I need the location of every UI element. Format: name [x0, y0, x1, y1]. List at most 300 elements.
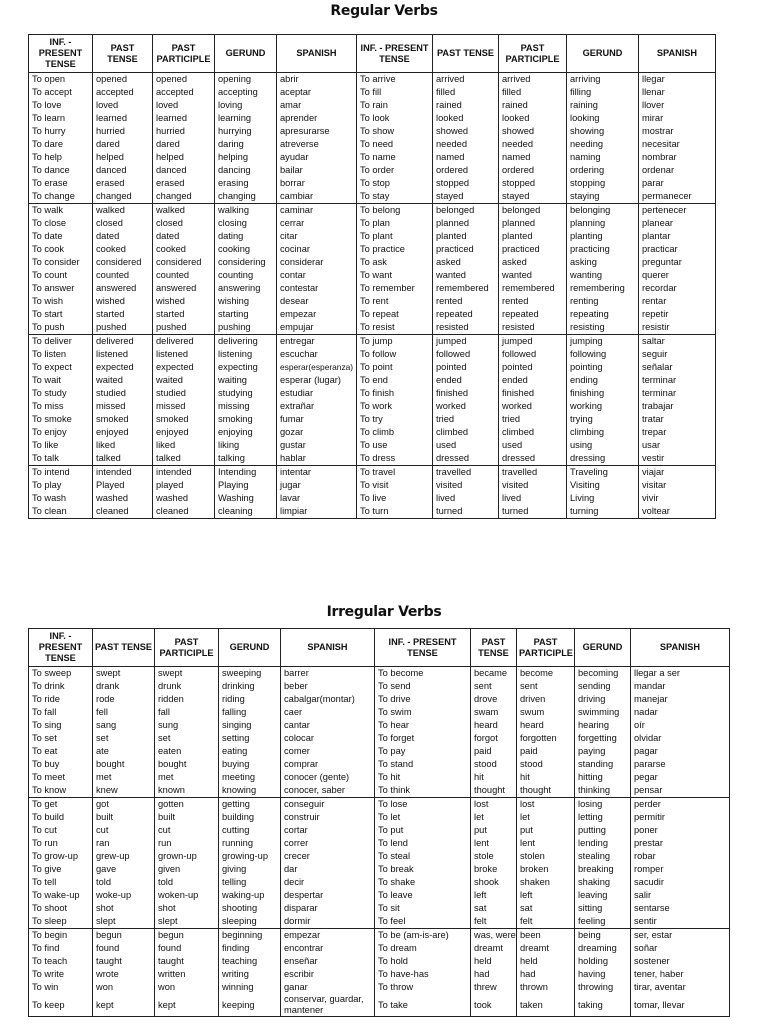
cell-past-tense: tried — [433, 413, 499, 426]
cell-spanish: mirar — [639, 112, 716, 125]
cell-spanish: empujar — [277, 321, 357, 335]
cell-spanish: nombrar — [639, 151, 716, 164]
table-row — [29, 837, 730, 850]
cell-past-participle: sat — [517, 902, 575, 915]
cell-past-participle: worked — [499, 400, 567, 413]
cell-infinitive: To play — [29, 479, 93, 492]
cell-infinitive: To grow-up — [29, 850, 93, 863]
cell-gerund: Traveling — [567, 466, 639, 480]
cell-spanish: estudiar — [277, 387, 357, 400]
cell-infinitive: To like — [29, 439, 93, 452]
cell-spanish: conseguir — [281, 798, 375, 812]
cell-past-participle: rained — [499, 99, 567, 112]
cell-past-tense: belonged — [433, 204, 499, 218]
cell-past-tense: stole — [471, 850, 517, 863]
cell-past-tense: showed — [433, 125, 499, 138]
cell-past-participle: pointed — [499, 361, 567, 374]
header-spanish: SPANISH — [631, 629, 730, 667]
table-row — [29, 994, 730, 1017]
cell-infinitive: To smoke — [29, 413, 93, 426]
table-row — [29, 863, 730, 876]
cell-infinitive: To try — [357, 413, 433, 426]
table-row — [29, 361, 716, 374]
cell-past-participle: filled — [499, 86, 567, 99]
cell-past-tense: Played — [93, 479, 153, 492]
cell-spanish: olvidar — [631, 732, 730, 745]
cell-infinitive: To practice — [357, 243, 433, 256]
cell-spanish: dormir — [281, 915, 375, 929]
cell-infinitive: To clean — [29, 505, 93, 519]
cell-past-participle: held — [517, 955, 575, 968]
cell-spanish: planear — [639, 217, 716, 230]
cell-spanish: citar — [277, 230, 357, 243]
cell-past-participle: expected — [153, 361, 215, 374]
cell-past-participle: gotten — [155, 798, 219, 812]
cell-past-tense: asked — [433, 256, 499, 269]
cell-past-tense: opened — [93, 73, 153, 87]
cell-gerund: losing — [575, 798, 631, 812]
cell-infinitive: To end — [357, 374, 433, 387]
cell-past-participle: told — [155, 876, 219, 889]
cell-infinitive: To stay — [357, 190, 433, 204]
cell-past-tense: became — [471, 667, 517, 681]
cell-past-participle: belonged — [499, 204, 567, 218]
cell-gerund: hitting — [575, 771, 631, 784]
cell-past-participle: liked — [153, 439, 215, 452]
cell-past-participle: woken-up — [155, 889, 219, 902]
table-row — [29, 981, 730, 994]
cell-gerund: swimming — [575, 706, 631, 719]
header-past-participle: PAST PARTICIPLE — [517, 629, 575, 667]
cell-spanish: barrer — [281, 667, 375, 681]
cell-spanish: pertenecer — [639, 204, 716, 218]
cell-past-tense: planned — [433, 217, 499, 230]
cell-spanish: conocer (gente) — [281, 771, 375, 784]
cell-spanish: preguntar — [639, 256, 716, 269]
cell-past-participle: bought — [155, 758, 219, 771]
cell-gerund: being — [575, 929, 631, 943]
cell-spanish: oír — [631, 719, 730, 732]
cell-past-tense: counted — [93, 269, 153, 282]
cell-gerund: counting — [215, 269, 277, 282]
cell-infinitive: To study — [29, 387, 93, 400]
cell-past-participle: found — [155, 942, 219, 955]
table-row — [29, 929, 730, 943]
table-row — [29, 217, 716, 230]
cell-infinitive: To meet — [29, 771, 93, 784]
cell-gerund: filling — [567, 86, 639, 99]
cell-spanish: desear — [277, 295, 357, 308]
cell-infinitive: To intend — [29, 466, 93, 480]
table-row — [29, 138, 716, 151]
header-past-tense: PAST TENSE — [93, 629, 155, 667]
cell-gerund: standing — [575, 758, 631, 771]
cell-past-tense: used — [433, 439, 499, 452]
cell-past-participle: repeated — [499, 308, 567, 321]
irregular-verbs-table — [28, 628, 730, 1017]
cell-past-tense: gave — [93, 863, 155, 876]
header-spanish: SPANISH — [277, 35, 357, 73]
cell-past-tense: cleaned — [93, 505, 153, 519]
cell-spanish: salir — [631, 889, 730, 902]
cell-infinitive: To repeat — [357, 308, 433, 321]
cell-infinitive: To get — [29, 798, 93, 812]
cell-past-tense: danced — [93, 164, 153, 177]
cell-spanish: lavar — [277, 492, 357, 505]
cell-spanish: permanecer — [639, 190, 716, 204]
cell-gerund: stealing — [575, 850, 631, 863]
cell-infinitive: To miss — [29, 400, 93, 413]
cell-past-tense: studied — [93, 387, 153, 400]
cell-gerund: waking-up — [219, 889, 281, 902]
cell-infinitive: To dare — [29, 138, 93, 151]
cell-spanish: disparar — [281, 902, 375, 915]
cell-gerund: hurrying — [215, 125, 277, 138]
cell-spanish: perder — [631, 798, 730, 812]
cell-infinitive: To erase — [29, 177, 93, 190]
cell-spanish: visitar — [639, 479, 716, 492]
cell-past-participle: resisted — [499, 321, 567, 335]
cell-infinitive: To begin — [29, 929, 93, 943]
cell-past-tense: met — [93, 771, 155, 784]
cell-infinitive: To sit — [375, 902, 471, 915]
cell-gerund: Washing — [215, 492, 277, 505]
cell-gerund: growing-up — [219, 850, 281, 863]
cell-gerund: giving — [219, 863, 281, 876]
regular-verbs-table — [28, 34, 716, 519]
cell-past-tense: listened — [93, 348, 153, 361]
cell-past-tense: stayed — [433, 190, 499, 204]
cell-past-tense: thought — [471, 784, 517, 798]
cell-past-tense: washed — [93, 492, 153, 505]
cell-past-tense: held — [471, 955, 517, 968]
cell-infinitive: To take — [375, 994, 471, 1017]
cell-spanish: manejar — [631, 693, 730, 706]
cell-gerund: trying — [567, 413, 639, 426]
cell-past-tense: looked — [433, 112, 499, 125]
cell-past-participle: sung — [155, 719, 219, 732]
cell-past-participle: drunk — [155, 680, 219, 693]
cell-past-tense: lived — [433, 492, 499, 505]
header-infinitive: INF. - PRESENT TENSE — [357, 35, 433, 73]
cell-past-participle: stayed — [499, 190, 567, 204]
cell-past-participle: wished — [153, 295, 215, 308]
table-row — [29, 86, 716, 99]
cell-gerund: learning — [215, 112, 277, 125]
table-row — [29, 876, 730, 889]
cell-past-participle: sent — [517, 680, 575, 693]
cell-infinitive: To help — [29, 151, 93, 164]
table-row — [29, 466, 716, 480]
table-row — [29, 387, 716, 400]
cell-spanish: terminar — [639, 387, 716, 400]
cell-spanish: contar — [277, 269, 357, 282]
cell-spanish: caminar — [277, 204, 357, 218]
irregular-verbs-title: Irregular Verbs — [326, 604, 442, 620]
cell-gerund: opening — [215, 73, 277, 87]
cell-spanish: pagar — [631, 745, 730, 758]
table-row — [29, 295, 716, 308]
table-row — [29, 204, 716, 218]
cell-infinitive: To feel — [375, 915, 471, 929]
cell-infinitive: To wash — [29, 492, 93, 505]
cell-infinitive: To think — [375, 784, 471, 798]
cell-past-tense: stopped — [433, 177, 499, 190]
cell-gerund: leaving — [575, 889, 631, 902]
cell-gerund: arriving — [567, 73, 639, 87]
cell-past-participle: accepted — [153, 86, 215, 99]
header-past-tense: PAST TENSE — [433, 35, 499, 73]
cell-gerund: putting — [575, 824, 631, 837]
cell-past-tense: swam — [471, 706, 517, 719]
cell-past-participle: considered — [153, 256, 215, 269]
cell-gerund: ordering — [567, 164, 639, 177]
cell-gerund: buying — [219, 758, 281, 771]
cell-spanish: llover — [639, 99, 716, 112]
cell-past-tense: told — [93, 876, 155, 889]
cell-infinitive: To ride — [29, 693, 93, 706]
cell-past-tense: finished — [433, 387, 499, 400]
cell-past-participle: needed — [499, 138, 567, 151]
table-row — [29, 758, 730, 771]
cell-spanish: atreverse — [277, 138, 357, 151]
cell-infinitive: To enjoy — [29, 426, 93, 439]
cell-past-participle: rented — [499, 295, 567, 308]
cell-past-participle: run — [155, 837, 219, 850]
cell-gerund: cleaning — [215, 505, 277, 519]
cell-spanish: llegar a ser — [631, 667, 730, 681]
cell-past-tense: forgot — [471, 732, 517, 745]
cell-gerund: planting — [567, 230, 639, 243]
cell-spanish: plantar — [639, 230, 716, 243]
cell-gerund: Playing — [215, 479, 277, 492]
cell-gerund: beginning — [219, 929, 281, 943]
cell-infinitive: To shake — [375, 876, 471, 889]
cell-past-participle: taught — [155, 955, 219, 968]
cell-gerund: writing — [219, 968, 281, 981]
cell-infinitive: To hear — [375, 719, 471, 732]
cell-infinitive: To drink — [29, 680, 93, 693]
cell-past-participle: looked — [499, 112, 567, 125]
cell-past-participle: eaten — [155, 745, 219, 758]
cell-gerund: driving — [575, 693, 631, 706]
cell-spanish: escribir — [281, 968, 375, 981]
cell-gerund: waiting — [215, 374, 277, 387]
cell-past-tense: fell — [93, 706, 155, 719]
cell-gerund: finishing — [567, 387, 639, 400]
cell-past-participle: waited — [153, 374, 215, 387]
cell-gerund: smoking — [215, 413, 277, 426]
cell-gerund: breaking — [575, 863, 631, 876]
cell-infinitive: To win — [29, 981, 93, 994]
cell-gerund: winning — [219, 981, 281, 994]
cell-past-tense: was, were — [471, 929, 517, 943]
cell-past-participle: put — [517, 824, 575, 837]
cell-infinitive: To jump — [357, 335, 433, 349]
cell-past-participle: driven — [517, 693, 575, 706]
cell-spanish: querer — [639, 269, 716, 282]
cell-gerund: looking — [567, 112, 639, 125]
cell-gerund: feeling — [575, 915, 631, 929]
cell-past-tense: answered — [93, 282, 153, 295]
cell-past-participle: studied — [153, 387, 215, 400]
cell-gerund: changing — [215, 190, 277, 204]
cell-infinitive: To work — [357, 400, 433, 413]
cell-past-participle: swum — [517, 706, 575, 719]
cell-past-tense: dared — [93, 138, 153, 151]
cell-infinitive: To show — [357, 125, 433, 138]
cell-infinitive: To hold — [375, 955, 471, 968]
cell-past-tense: enjoyed — [93, 426, 153, 439]
cell-past-tense: drove — [471, 693, 517, 706]
cell-past-tense: grew-up — [93, 850, 155, 863]
cell-past-tense: built — [93, 811, 155, 824]
cell-past-tense: missed — [93, 400, 153, 413]
cell-gerund: dreaming — [575, 942, 631, 955]
table-row — [29, 732, 730, 745]
cell-spanish: decir — [281, 876, 375, 889]
cell-gerund: stopping — [567, 177, 639, 190]
cell-gerund: eating — [219, 745, 281, 758]
cell-past-tense: rained — [433, 99, 499, 112]
cell-past-participle: closed — [153, 217, 215, 230]
cell-gerund: naming — [567, 151, 639, 164]
header-infinitive: INF. - PRESENT TENSE — [29, 629, 93, 667]
cell-infinitive: To eat — [29, 745, 93, 758]
cell-infinitive: To count — [29, 269, 93, 282]
cell-gerund: practicing — [567, 243, 639, 256]
cell-gerund: remembering — [567, 282, 639, 295]
cell-infinitive: To travel — [357, 466, 433, 480]
header-gerund: GERUND — [215, 35, 277, 73]
cell-past-participle: kept — [155, 994, 219, 1017]
cell-gerund: erasing — [215, 177, 277, 190]
cell-infinitive: To forget — [375, 732, 471, 745]
cell-past-tense: remembered — [433, 282, 499, 295]
cell-infinitive: To remember — [357, 282, 433, 295]
cell-past-participle: helped — [153, 151, 215, 164]
cell-past-tense: named — [433, 151, 499, 164]
cell-infinitive: To fill — [357, 86, 433, 99]
cell-past-tense: dressed — [433, 452, 499, 466]
cell-past-tense: smoked — [93, 413, 153, 426]
cell-past-participle: started — [153, 308, 215, 321]
header-gerund: GERUND — [567, 35, 639, 73]
cell-gerund: needing — [567, 138, 639, 151]
cell-past-tense: dreamt — [471, 942, 517, 955]
cell-spanish: terminar — [639, 374, 716, 387]
cell-past-participle: ended — [499, 374, 567, 387]
cell-past-participle: given — [155, 863, 219, 876]
cell-spanish: pararse — [631, 758, 730, 771]
cell-infinitive: To open — [29, 73, 93, 87]
cell-past-tense: considered — [93, 256, 153, 269]
table-row — [29, 889, 730, 902]
cell-spanish: permitir — [631, 811, 730, 824]
cell-past-participle: dared — [153, 138, 215, 151]
cell-spanish: cortar — [281, 824, 375, 837]
table-row — [29, 269, 716, 282]
table-row — [29, 112, 716, 125]
cell-past-participle: counted — [153, 269, 215, 282]
cell-past-tense: travelled — [433, 466, 499, 480]
cell-gerund: loving — [215, 99, 277, 112]
cell-past-participle: written — [155, 968, 219, 981]
cell-gerund: keeping — [219, 994, 281, 1017]
cell-past-participle: arrived — [499, 73, 567, 87]
cell-infinitive: To answer — [29, 282, 93, 295]
cell-past-tense: found — [93, 942, 155, 955]
cell-past-tense: rented — [433, 295, 499, 308]
table-row — [29, 321, 716, 335]
header-past-participle: PAST PARTICIPLE — [153, 35, 215, 73]
cell-gerund: repeating — [567, 308, 639, 321]
cell-gerund: turning — [567, 505, 639, 519]
cell-past-participle: cut — [155, 824, 219, 837]
table-row — [29, 243, 716, 256]
cell-spanish: romper — [631, 863, 730, 876]
header-past-tense: PAST TENSE — [93, 35, 153, 73]
cell-infinitive: To steal — [375, 850, 471, 863]
cell-gerund: Intending — [215, 466, 277, 480]
table-row — [29, 190, 716, 204]
cell-past-tense: heard — [471, 719, 517, 732]
cell-infinitive: To buy — [29, 758, 93, 771]
cell-spanish: parar — [639, 177, 716, 190]
cell-past-participle: pushed — [153, 321, 215, 335]
cell-infinitive: To cut — [29, 824, 93, 837]
cell-past-participle: wanted — [499, 269, 567, 282]
cell-spanish: ayudar — [277, 151, 357, 164]
cell-spanish: sentir — [631, 915, 730, 929]
table-row — [29, 942, 730, 955]
cell-infinitive: To leave — [375, 889, 471, 902]
cell-gerund: climbing — [567, 426, 639, 439]
cell-past-tense: sent — [471, 680, 517, 693]
table-row — [29, 706, 730, 719]
table-row — [29, 282, 716, 295]
cell-gerund: using — [567, 439, 639, 452]
cell-infinitive: To change — [29, 190, 93, 204]
cell-past-participle: dressed — [499, 452, 567, 466]
table-row — [29, 308, 716, 321]
table-row — [29, 479, 716, 492]
cell-spanish: pensar — [631, 784, 730, 798]
cell-spanish: jugar — [277, 479, 357, 492]
cell-infinitive: To rent — [357, 295, 433, 308]
cell-infinitive: To sing — [29, 719, 93, 732]
cell-infinitive: To finish — [357, 387, 433, 400]
cell-past-tense: wished — [93, 295, 153, 308]
cell-past-participle: stopped — [499, 177, 567, 190]
header-past-participle: PAST PARTICIPLE — [499, 35, 567, 73]
cell-infinitive: To learn — [29, 112, 93, 125]
cell-past-tense: cooked — [93, 243, 153, 256]
cell-past-participle: listened — [153, 348, 215, 361]
cell-past-tense: delivered — [93, 335, 153, 349]
cell-spanish: enseñar — [281, 955, 375, 968]
cell-past-participle: danced — [153, 164, 215, 177]
cell-spanish: nadar — [631, 706, 730, 719]
cell-spanish: escuchar — [277, 348, 357, 361]
cell-past-tense: arrived — [433, 73, 499, 87]
cell-past-tense: waited — [93, 374, 153, 387]
cell-infinitive: To cook — [29, 243, 93, 256]
cell-infinitive: To dress — [357, 452, 433, 466]
table-row — [29, 374, 716, 387]
table-row — [29, 824, 730, 837]
cell-infinitive: To deliver — [29, 335, 93, 349]
